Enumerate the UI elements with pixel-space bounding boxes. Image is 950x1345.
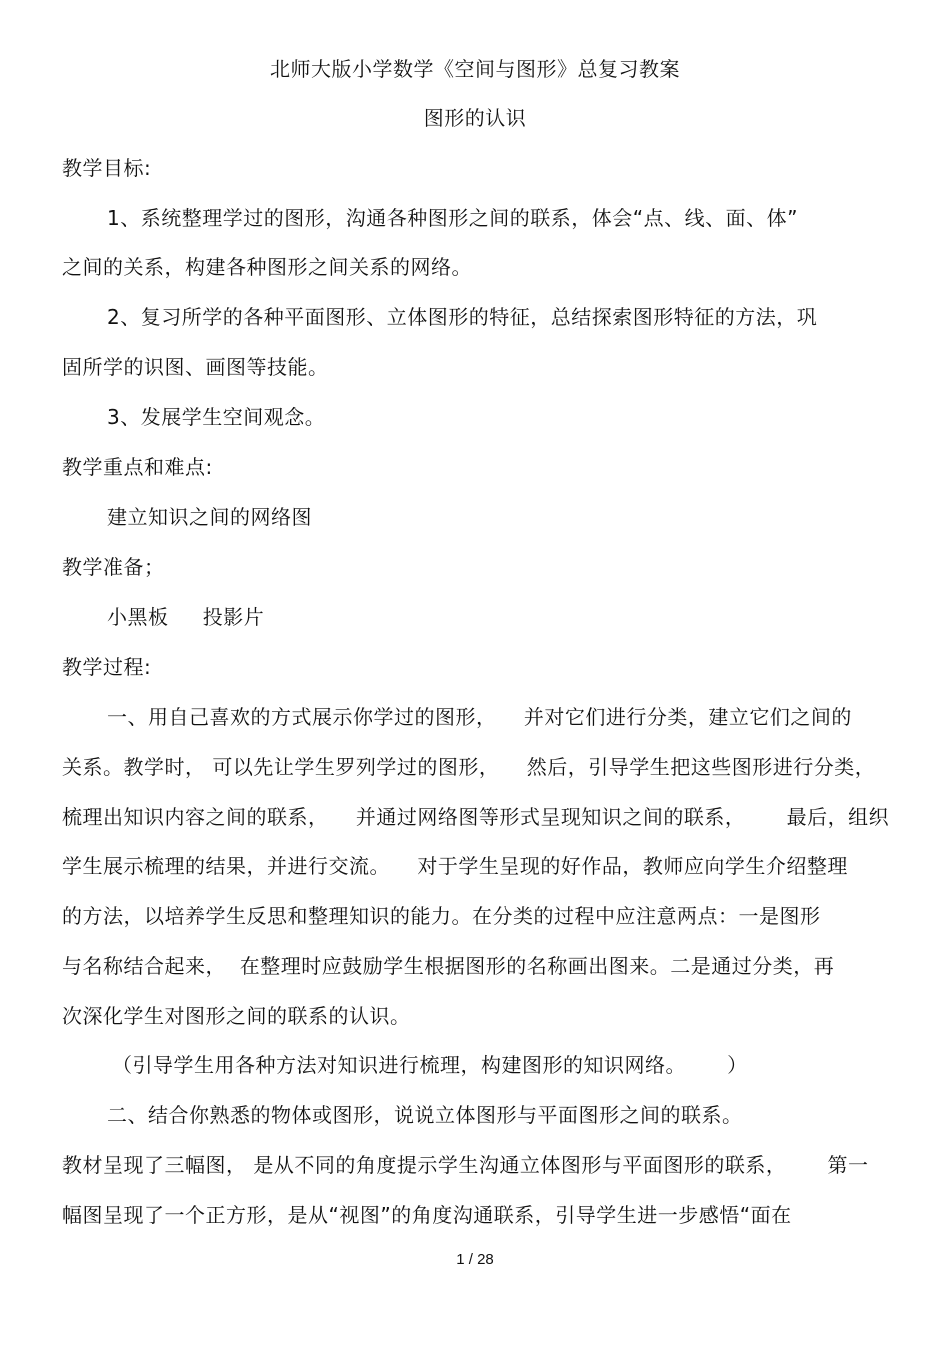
- paragraph-line: 的方法，以培养学生反思和整理知识的能力。在分类的过程中应注意两点：一是图形: [62, 904, 821, 928]
- paragraph-line: 梳理出知识内容之间的联系， 并通过网络图等形式呈现知识之间的联系， 最后，组织: [62, 805, 890, 829]
- paragraph-line: 一、用自己喜欢的方式展示你学过的图形， 并对它们进行分类，建立它们之间的: [107, 705, 852, 729]
- paragraph-line: 1、系统整理学过的图形，沟通各种图形之间的联系，体会“点、线、面、体”: [107, 206, 798, 230]
- heading-preparation: 教学准备；: [62, 555, 165, 579]
- paragraph-line: 建立知识之间的网络图: [107, 505, 312, 529]
- paragraph-line: （引导学生用各种方法对知识进行梳理，构建图形的知识网络。 ）: [112, 1053, 748, 1077]
- paragraph-line: 固所学的识图、画图等技能。: [62, 355, 329, 379]
- page-number: 1 / 28: [456, 1251, 494, 1268]
- paragraph-line: 2、复习所学的各种平面图形、立体图形的特征，总结探索图形特征的方法，巩: [107, 305, 818, 329]
- paragraph-line: 小黑板 投影片: [107, 605, 265, 629]
- heading-process: 教学过程:: [62, 655, 152, 679]
- section-title: 图形的认识: [423, 106, 527, 130]
- paragraph-line: 之间的关系，构建各种图形之间关系的网络。: [62, 255, 472, 279]
- document-title: 北师大版小学数学《空间与图形》总复习教案: [270, 57, 680, 81]
- heading-objectives: 教学目标:: [62, 156, 152, 180]
- paragraph-line: 幅图呈现了一个正方形，是从“视图”的角度沟通联系，引导学生进一步感悟“面在: [62, 1203, 792, 1227]
- paragraph-line: 次深化学生对图形之间的联系的认识。: [62, 1004, 411, 1028]
- paragraph-line: 学生展示梳理的结果，并进行交流。 对于学生呈现的好作品，教师应向学生介绍整理: [62, 854, 848, 878]
- paragraph-line: 教材呈现了三幅图， 是从不同的角度提示学生沟通立体图形与平面图形的联系， 第一: [62, 1153, 869, 1177]
- paragraph-line: 3、发展学生空间观念。: [107, 405, 326, 429]
- paragraph-line: 关系。教学时， 可以先让学生罗列学过的图形， 然后，引导学生把这些图形进行分类，: [62, 755, 876, 779]
- paragraph-line: 二、结合你熟悉的物体或图形，说说立体图形与平面图形之间的联系。: [107, 1103, 743, 1127]
- paragraph-line: 与名称结合起来， 在整理时应鼓励学生根据图形的名称画出图来。二是通过分类，再: [62, 954, 835, 978]
- heading-key-points: 教学重点和难点:: [62, 455, 213, 479]
